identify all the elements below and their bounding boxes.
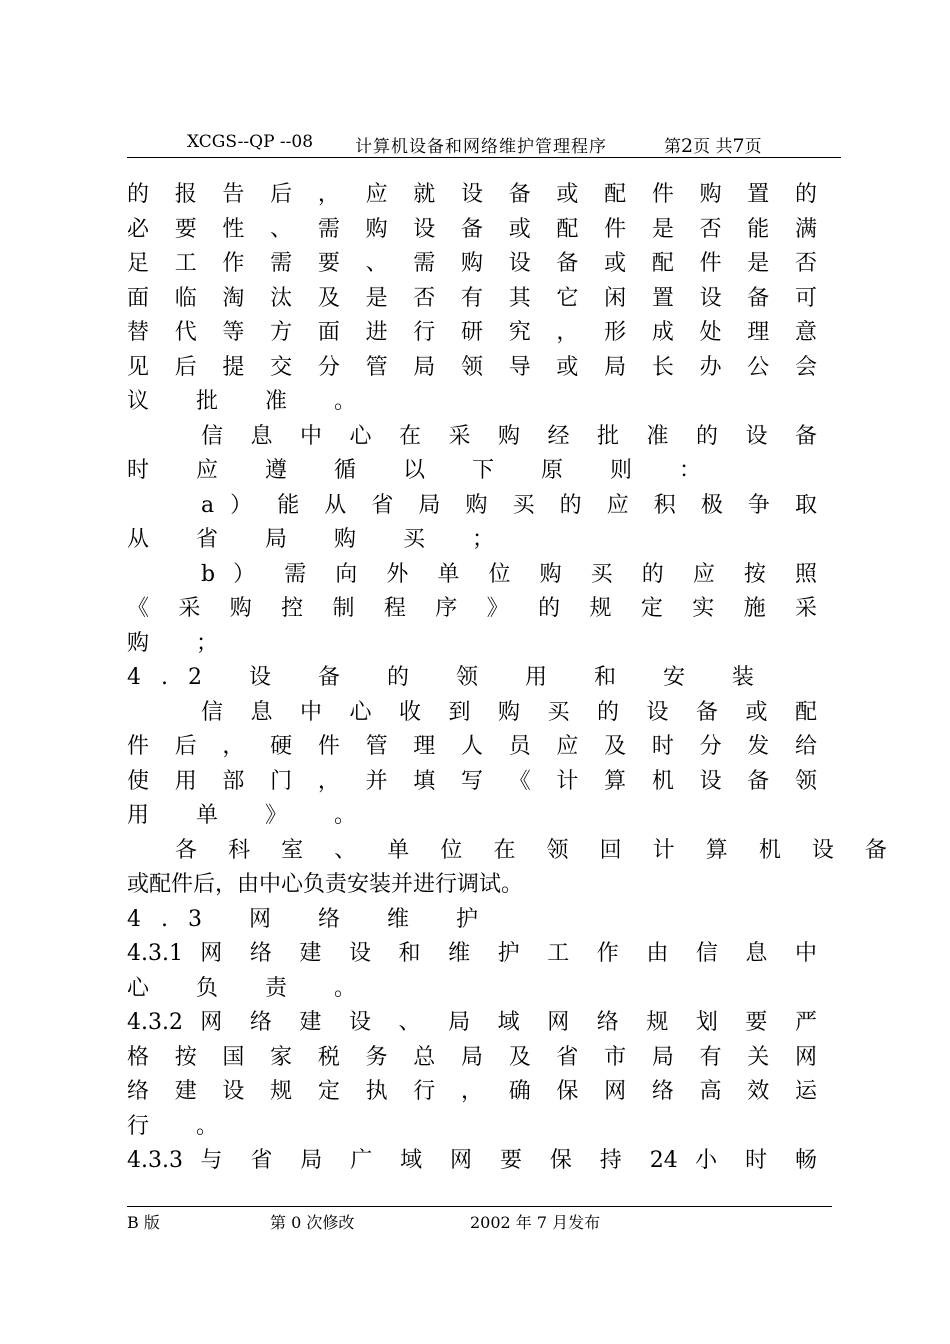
text-line: 《 采 购 控 制 程 序 》 的 规 定 实 施 采 — [127, 596, 817, 621]
header-rule — [127, 157, 841, 158]
header-page-info — [664, 132, 762, 157]
header-doc-code: XCGS--QP --08 — [187, 132, 314, 152]
header-doc-title: 计算机设备和网络维护管理程序 — [355, 137, 607, 157]
list-item-a: a ） 能 从 省 局 购 买 的 应 积 极 争 取 — [201, 492, 817, 518]
page-number: 2 — [681, 135, 694, 157]
text-line: 见 后 提 交 分 管 局 领 导 或 局 长 办 公 会 — [127, 354, 817, 380]
footer-publish-date: 2002 年 7 月发布 — [470, 1213, 601, 1232]
page-mid: 页 共 — [693, 137, 733, 157]
text-line: 格 按 国 家 税 务 总 局 及 省 市 局 有 关 网 — [127, 1044, 817, 1070]
text-line: 替 代 等 方 面 进 行 研 究 ， 形 成 处 理 意 — [127, 320, 817, 345]
page-total: 7 — [732, 135, 745, 157]
text-line: 信 息 中 心 在 采 购 经 批 准 的 设 备 — [201, 423, 817, 449]
text-line: 的 报 告 后 ， 应 就 设 备 或 配 件 购 置 的 — [127, 182, 817, 207]
text-line: 足 工 作 需 要 、 需 购 设 备 或 配 件 是 否 — [127, 251, 817, 276]
footer-version: B 版 — [127, 1213, 160, 1232]
text-line: 络 建 设 规 定 执 行 ， 确 保 网 络 高 效 运 — [127, 1079, 817, 1104]
text-line: 用 单 》 。 — [127, 803, 376, 828]
text-line: 从 省 局 购 买 ； — [127, 527, 514, 552]
text-line: 必 要 性 、 需 购 设 备 或 配 件 是 否 能 满 — [127, 216, 817, 242]
clause-4-3-1: 4.3.1 网 络 建 设 和 维 护 工 作 由 信 息 中 — [127, 941, 817, 966]
section-heading-4-3: 4.3 网 络 维 护 — [127, 906, 498, 932]
clause-4-3-3: 4.3.3 与 省 局 广 域 网 要 保 持 24 小 时 畅 — [127, 1148, 817, 1173]
footer-revision: 第 0 次修改 — [270, 1213, 355, 1232]
text-line: 购 ； — [127, 630, 238, 656]
list-item-b: b ） 需 向 外 单 位 购 买 的 应 按 照 — [201, 561, 817, 587]
text-line: 时 应 遵 循 以 下 原 则 ： — [127, 458, 721, 483]
text-line: 信 息 中 心 收 到 购 买 的 设 备 或 配 — [201, 699, 817, 725]
page-suffix: 页 — [744, 137, 762, 157]
text-line: 议 批 准 。 — [127, 389, 376, 414]
page-prefix: 第 — [664, 137, 681, 157]
text-line: 或配件后，由中心负责安装并进行调试。 — [127, 872, 524, 897]
footer-rule — [127, 1206, 832, 1207]
text-line: 行 。 — [127, 1113, 238, 1139]
text-line: 面 临 淘 汰 及 是 否 有 其 它 闲 置 设 备 可 — [127, 285, 817, 311]
clause-4-3-2: 4.3.2 网 络 建 设 、 局 域 网 络 规 划 要 严 — [127, 1010, 817, 1035]
text-line: 心 负 责 。 — [127, 975, 376, 1001]
text-line: 件 后 ， 硬 件 管 理 人 员 应 及 时 分 发 给 — [127, 734, 817, 759]
section-heading-4-2: 4.2 设 备 的 领 用 和 安 装 — [127, 665, 774, 690]
text-line: 各 科 室 、 单 位 在 领 回 计 算 机 设 备 — [175, 837, 887, 863]
document-body — [127, 178, 887, 1179]
text-line: 使 用 部 门 ， 并 填 写 《 计 算 机 设 备 领 — [127, 768, 817, 794]
